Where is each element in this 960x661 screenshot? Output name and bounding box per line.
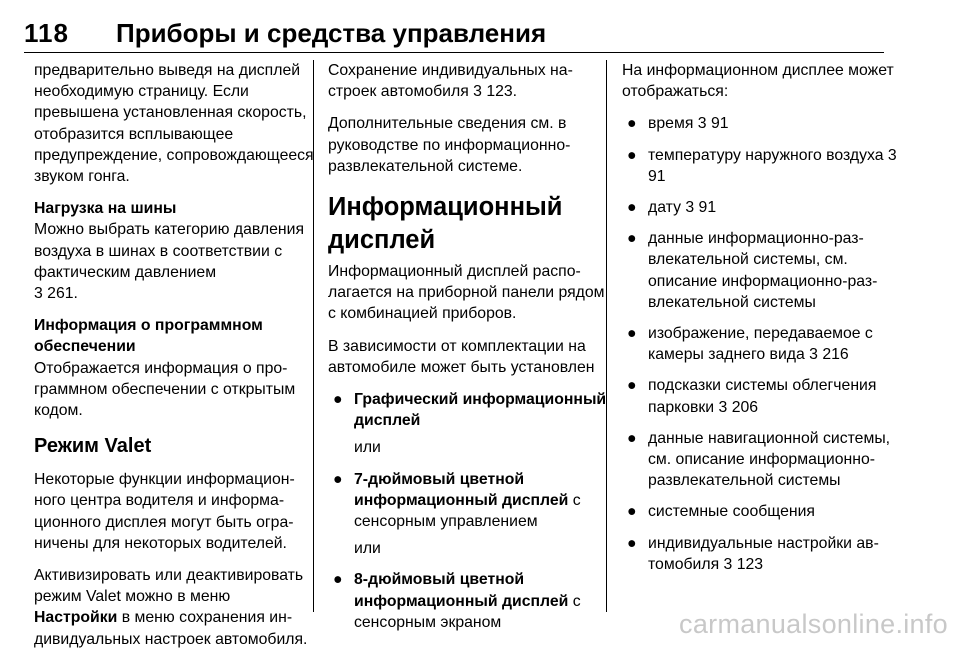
display-type-list [328,389,610,633]
bullet-icon: ● [627,534,637,552]
page-title: Приборы и средства управления [116,18,547,48]
list-item-text: подсказки системы облегчения парковки 3 206 [648,377,877,416]
bullet-icon: ● [627,325,637,343]
list-item [622,228,904,313]
page-number: 118 [24,18,69,48]
intro-paragraph: предварительно выведя на дисплей необходимую страницу. Если превышена установленная скорость, отобразится всплывающее предупреждение, сопровождающееся звуком гонга. [34,62,314,186]
list-item [622,197,904,218]
display-content-list [622,113,904,575]
column-3 [622,60,904,585]
bullet-icon: ● [333,391,343,409]
color-7-display-label: 7-дюймовый цветной информационный дисплей [354,470,569,509]
list-item-text: данные информационно-развлекательной системы, см. описание информационно-развлекательной системы [648,230,878,311]
list-item-text: температуру наружного воздуха 3 91 [648,146,897,185]
software-info-heading: Информация о программном обеспечении [34,317,263,356]
or-label: или [354,439,381,457]
bullet-icon: ● [627,503,637,521]
bullet-icon: ● [627,115,637,133]
list-item [328,469,610,560]
bullet-icon: ● [333,571,343,589]
info-display-heading: Информационный дисплей [328,193,563,255]
bullet-icon: ● [627,377,637,395]
tire-load-text: Можно выбрать категорию давления воздуха в шинах в соответствии с фактическим давлением [34,221,305,281]
info-display-text: Информационный дисплей располагается на приборной панели рядом с комбинацией приборов. [328,263,605,323]
list-item [622,145,904,187]
list-item [328,389,610,459]
bullet-icon: ● [627,199,637,217]
bullet-icon: ● [333,470,343,488]
list-item-text: индивидуальные настройки автомобиля 3 123 [648,534,879,573]
list-item-text: данные навигационной системы, см. описание информационно-развлекательной системы [648,429,891,490]
column-2 [328,60,610,643]
list-item [622,428,904,492]
color-7-display-rest: с сенсорным управлением [354,491,581,531]
graphic-display-label: Графический информационный дисплей [354,391,607,430]
tire-load-heading: Нагрузка на шины [34,200,177,218]
tire-load-paragraph [34,219,316,304]
list-item [622,501,904,522]
valet-text-1: Некоторые функции информационного центра водителя и информационного дисплея могут быть ограничены для некоторых водителей. [34,471,295,552]
list-item-text: дату 3 91 [648,199,717,217]
tire-load-ref[interactable]: 3 261. [34,285,78,303]
color-8-display-label: 8-дюймовый цветной информационный дисплей [354,571,569,610]
list-item [328,569,610,633]
watermark: carmanualsonline.info [679,609,948,639]
bullet-icon: ● [627,429,637,447]
display-content-intro: На информационном дисплее может отображаться: [622,62,894,101]
list-item-text: системные сообщения [648,503,815,521]
settings-menu-label: Настройки [34,609,118,627]
list-item [622,323,904,365]
color-8-display-rest: с сенсорным экраном [354,592,581,631]
valet-text-2a: Активизировать или деактивировать режим Valet можно в меню [34,567,304,606]
list-item [622,375,904,417]
software-info-text: Отображается информация о программном обеспечении с открытым кодом. [34,359,296,420]
column-1 [34,60,316,661]
valet-text-2b: в меню сохранения индивидуальных настроек автомобиля. [34,609,308,648]
valet-text-2 [34,565,316,650]
list-item-text: изображение, передаваемое с камеры заднего вида 3 216 [648,325,873,364]
list-item-text: время 3 91 [648,115,729,133]
list-item [622,113,904,134]
or-label: или [354,540,381,558]
list-item [622,533,904,575]
equipment-text: В зависимости от комплектации на автомобиле может быть установлен [328,337,595,376]
page-header [24,10,884,53]
saving-settings-text: Сохранение индивидуальных настроек автомобиля 3 123. [328,62,573,101]
valet-mode-heading: Режим Valet [34,435,152,458]
more-info-text: Дополнительные сведения см. в руководстве по информационно-развлекательной системе. [328,115,571,175]
bullet-icon: ● [627,146,637,164]
bullet-icon: ● [627,230,637,248]
